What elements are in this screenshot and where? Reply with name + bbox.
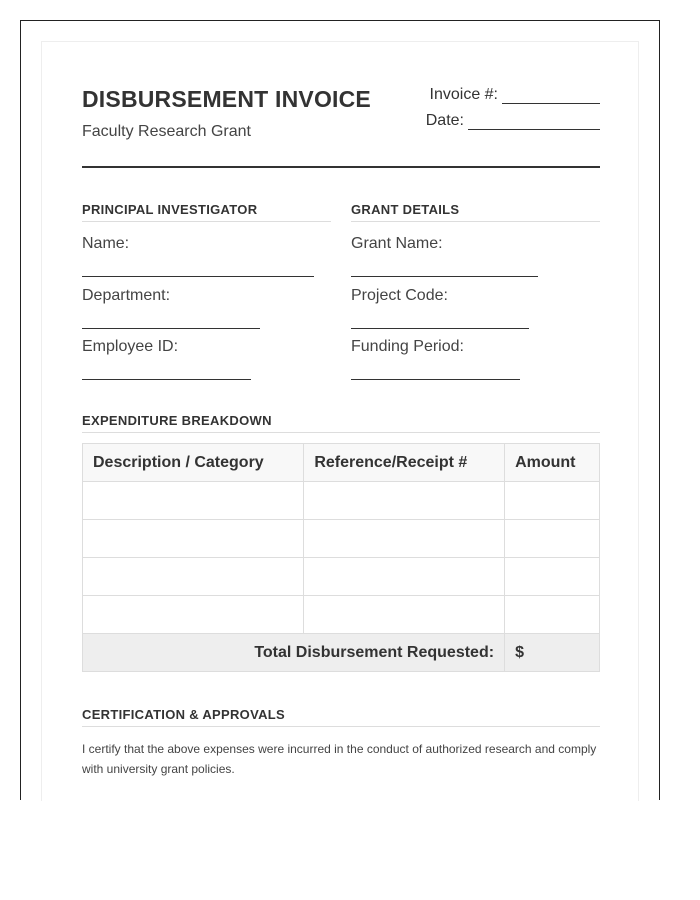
pi-name-line[interactable] bbox=[82, 276, 314, 277]
project-code-label: Project Code: bbox=[351, 287, 448, 304]
table-row bbox=[83, 482, 600, 520]
pi-employee-id-line[interactable] bbox=[82, 379, 251, 380]
pi-department-label: Department: bbox=[82, 287, 171, 304]
pi-department-line[interactable] bbox=[82, 328, 260, 329]
table-row bbox=[83, 596, 600, 634]
funding-period-label: Funding Period: bbox=[351, 338, 464, 355]
description-cell[interactable] bbox=[83, 596, 304, 634]
date-label: Date: bbox=[425, 112, 464, 129]
expenditure-heading: EXPENDITURE BREAKDOWN bbox=[82, 413, 600, 433]
reference-cell[interactable] bbox=[304, 520, 505, 558]
pi-employee-id-label: Employee ID: bbox=[82, 338, 179, 355]
principal-investigator-heading: PRINCIPAL INVESTIGATOR bbox=[82, 202, 331, 222]
funding-period-line[interactable] bbox=[351, 379, 520, 380]
expenditure-table bbox=[82, 443, 600, 672]
invoice-number-line bbox=[502, 89, 600, 104]
invoice-number-field[interactable] bbox=[430, 86, 600, 104]
column-header-amount: Amount bbox=[505, 444, 600, 482]
invoice-number-label: Invoice #: bbox=[429, 86, 498, 103]
amount-cell[interactable] bbox=[505, 558, 600, 596]
amount-cell[interactable] bbox=[505, 596, 600, 634]
amount-cell[interactable] bbox=[505, 482, 600, 520]
document-title: DISBURSEMENT INVOICE bbox=[82, 86, 371, 112]
reference-cell[interactable] bbox=[304, 596, 505, 634]
header-divider bbox=[82, 166, 600, 168]
total-label: Total Disbursement Requested: bbox=[83, 634, 505, 672]
grant-name-label: Grant Name: bbox=[351, 235, 443, 252]
total-row bbox=[83, 634, 600, 672]
column-header-description: Description / Category bbox=[83, 444, 304, 482]
document-subtitle: Faculty Research Grant bbox=[82, 123, 251, 140]
date-line bbox=[468, 115, 600, 130]
amount-cell[interactable] bbox=[505, 520, 600, 558]
date-field[interactable] bbox=[426, 112, 600, 130]
table-row bbox=[83, 558, 600, 596]
description-cell[interactable] bbox=[83, 482, 304, 520]
project-code-line[interactable] bbox=[351, 328, 529, 329]
column-header-reference: Reference/Receipt # bbox=[304, 444, 505, 482]
grant-name-line[interactable] bbox=[351, 276, 538, 277]
reference-cell[interactable] bbox=[304, 482, 505, 520]
description-cell[interactable] bbox=[83, 520, 304, 558]
pi-name-label: Name: bbox=[82, 235, 130, 252]
certification-statement: I certify that the above expenses were incurred in the conduct of authorized research and comply with university grant policies. bbox=[82, 742, 597, 776]
description-cell[interactable] bbox=[83, 558, 304, 596]
certification-heading: CERTIFICATION & APPROVALS bbox=[82, 707, 600, 727]
table-header-row bbox=[83, 444, 600, 482]
total-amount-cell[interactable]: $ bbox=[505, 634, 600, 672]
grant-details-heading: GRANT DETAILS bbox=[351, 202, 600, 222]
reference-cell[interactable] bbox=[304, 558, 505, 596]
table-row bbox=[83, 520, 600, 558]
